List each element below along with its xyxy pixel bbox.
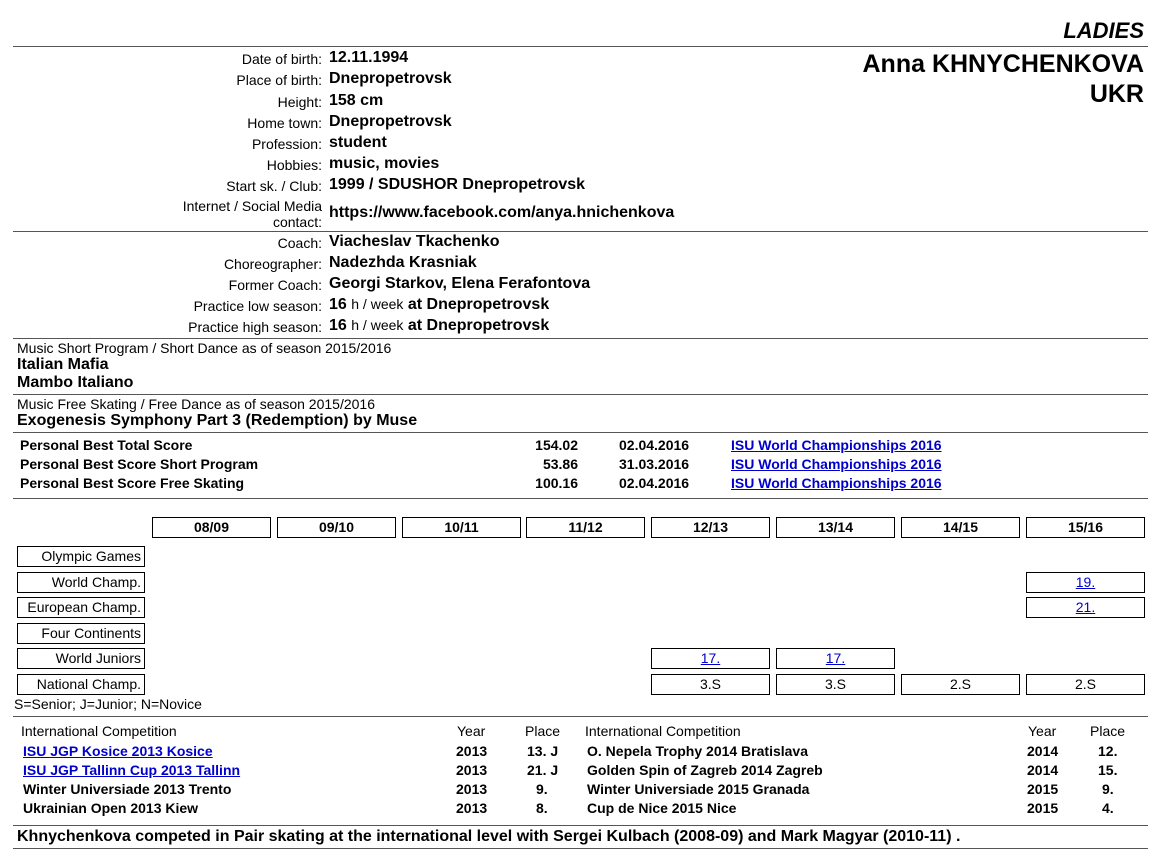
- intl-header-competition: International Competition: [21, 723, 177, 739]
- bio-value: 12.11.1994: [329, 49, 409, 66]
- pb-label: Personal Best Score Short Program: [20, 456, 259, 472]
- former-coach-label: Former Coach:: [228, 277, 322, 293]
- result-cell[interactable]: [1026, 597, 1145, 618]
- event-name: National Champ.: [36, 676, 141, 692]
- season-header: 09/10: [277, 517, 396, 538]
- pb-score: 53.86: [542, 456, 578, 472]
- result-link[interactable]: 21.: [1075, 599, 1096, 615]
- result-link[interactable]: 17.: [825, 650, 846, 666]
- competition-name: Winter Universiade 2013 Trento: [23, 781, 232, 797]
- result-cell: 3.S: [776, 674, 895, 695]
- practice-place: at Dnepropetrovsk: [407, 296, 550, 313]
- competition-place: 9.: [536, 781, 548, 797]
- divider: [13, 394, 1148, 395]
- divider: [13, 432, 1148, 433]
- pb-event-link[interactable]: ISU World Championships 2016: [731, 475, 942, 491]
- competition-place: 12.: [1098, 743, 1118, 759]
- bio-label: Height:: [277, 94, 322, 110]
- bio-value: Dnepropetrovsk: [329, 70, 452, 87]
- event-label-four-continents: [17, 623, 145, 644]
- event-name: European Champ.: [27, 599, 141, 615]
- pb-date: 31.03.2016: [619, 456, 690, 472]
- bio-label: Hobbies:: [266, 157, 322, 173]
- practice-unit: h / week: [351, 296, 404, 312]
- divider: [13, 498, 1148, 499]
- event-label-olympic-games: [17, 546, 145, 567]
- partner-note: Khnychenkova competed in Pair skating at the international level with Sergei Kulbach (2008-09) and Mark Magyar (2010-11) .: [17, 828, 961, 845]
- category-title: LADIES: [1063, 18, 1144, 43]
- practice-high-label: Practice high season:: [188, 319, 322, 335]
- event-name: World Juniors: [55, 650, 141, 666]
- event-name: Olympic Games: [41, 548, 141, 564]
- athlete-name: Anna KHNYCHENKOVA: [862, 50, 1144, 78]
- competition-year: 2014: [1027, 743, 1059, 759]
- pb-score: 100.16: [535, 475, 578, 491]
- season-header: 15/16: [1026, 517, 1145, 538]
- competition-name: Golden Spin of Zagreb 2014 Zagreb: [587, 762, 823, 778]
- practice-unit: h / week: [351, 317, 404, 333]
- competition-year: 2013: [456, 762, 488, 778]
- season-header: 13/14: [776, 517, 895, 538]
- internet-value: https://www.facebook.com/anya.hnichenkova: [329, 204, 675, 221]
- pb-score: 154.02: [535, 437, 578, 453]
- coach-value: Viacheslav Tkachenko: [329, 233, 500, 250]
- legend: S=Senior; J=Junior; N=Novice: [14, 696, 202, 712]
- competition-name: Cup de Nice 2015 Nice: [587, 800, 737, 816]
- competition-name: O. Nepela Trophy 2014 Bratislava: [587, 743, 808, 759]
- result-link[interactable]: 19.: [1075, 574, 1096, 590]
- practice-high-value: [329, 317, 549, 335]
- divider: [13, 46, 1148, 47]
- event-name: World Champ.: [51, 574, 141, 590]
- intl-header-year: Year: [457, 723, 486, 739]
- practice-hours: 16: [329, 317, 347, 334]
- competition-year: 2015: [1027, 800, 1059, 816]
- bio-value: music, movies: [329, 155, 440, 172]
- former-coach-value: Georgi Starkov, Elena Ferafontova: [329, 275, 591, 292]
- practice-low-label: Practice low season:: [193, 298, 322, 314]
- season-header: 08/09: [152, 517, 271, 538]
- result-cell[interactable]: [1026, 572, 1145, 593]
- pb-date: 02.04.2016: [619, 475, 690, 491]
- bio-label: Date of birth:: [241, 51, 322, 67]
- competition-name: Ukrainian Open 2013 Kiew: [23, 800, 199, 816]
- practice-hours: 16: [329, 296, 347, 313]
- bio-value: student: [329, 134, 387, 151]
- result-cell[interactable]: [651, 648, 770, 669]
- competition-place: 21. J: [527, 762, 559, 778]
- intl-header-year: Year: [1028, 723, 1057, 739]
- pb-label: Personal Best Score Free Skating: [20, 475, 245, 491]
- internet-label-line1: Internet / Social Media: [182, 198, 322, 214]
- bio-label: Profession:: [251, 136, 322, 152]
- choreographer-value: Nadezhda Krasniak: [329, 254, 477, 271]
- season-header: 12/13: [651, 517, 770, 538]
- bio-label: Place of birth:: [236, 72, 322, 88]
- competition-place: 15.: [1098, 762, 1118, 778]
- result-link[interactable]: 17.: [700, 650, 721, 666]
- divider: [13, 825, 1148, 826]
- music-short-title: Mambo Italiano: [17, 374, 134, 391]
- athlete-nation: UKR: [1089, 80, 1144, 108]
- music-free-title: Exogenesis Symphony Part 3 (Redemption) by Muse: [17, 412, 418, 429]
- competition-link[interactable]: ISU JGP Kosice 2013 Kosice: [23, 743, 213, 759]
- season-header: 14/15: [901, 517, 1020, 538]
- music-short-heading: Music Short Program / Short Dance as of season 2015/2016: [17, 340, 392, 356]
- intl-header-place: Place: [525, 723, 561, 739]
- competition-place: 4.: [1102, 800, 1114, 816]
- pb-label: Personal Best Total Score: [20, 437, 193, 453]
- event-name: Four Continents: [41, 625, 141, 641]
- coach-label: Coach:: [277, 235, 322, 251]
- music-free-heading: Music Free Skating / Free Dance as of season 2015/2016: [17, 396, 375, 412]
- practice-place: at Dnepropetrovsk: [407, 317, 550, 334]
- intl-header-competition: International Competition: [585, 723, 741, 739]
- practice-low-value: [329, 296, 549, 314]
- pb-date: 02.04.2016: [619, 437, 690, 453]
- competition-year: 2014: [1027, 762, 1059, 778]
- competition-name: Winter Universiade 2015 Granada: [587, 781, 810, 797]
- pb-event-link[interactable]: ISU World Championships 2016: [731, 456, 942, 472]
- bio-label: Start sk. / Club:: [226, 178, 322, 194]
- competition-year: 2013: [456, 781, 488, 797]
- divider: [13, 716, 1148, 717]
- divider: [13, 338, 1148, 339]
- competition-place: 13. J: [527, 743, 559, 759]
- event-label-european-champ: [17, 597, 145, 618]
- choreographer-label: Choreographer:: [223, 256, 322, 272]
- competition-link[interactable]: ISU JGP Tallinn Cup 2013 Tallinn: [23, 762, 241, 778]
- divider: [13, 231, 1148, 232]
- result-cell: 3.S: [651, 674, 770, 695]
- result-cell: 2.S: [1026, 674, 1145, 695]
- divider: [13, 848, 1148, 849]
- bio-label: Home town:: [247, 115, 322, 131]
- event-label-national-champ: [17, 674, 145, 695]
- bio-value: 1999 / SDUSHOR Dnepropetrovsk: [329, 176, 586, 193]
- event-label-world-juniors: [17, 648, 145, 669]
- competition-year: 2013: [456, 743, 488, 759]
- internet-label-line2: contact:: [272, 214, 322, 230]
- intl-header-place: Place: [1090, 723, 1126, 739]
- competition-year: 2013: [456, 800, 488, 816]
- result-cell: 2.S: [901, 674, 1020, 695]
- music-short-title: Italian Mafia: [17, 356, 109, 373]
- pb-event-link[interactable]: ISU World Championships 2016: [731, 437, 942, 453]
- result-cell[interactable]: [776, 648, 895, 669]
- bio-value: Dnepropetrovsk: [329, 113, 452, 130]
- event-label-world-champ: [17, 572, 145, 593]
- competition-place: 9.: [1102, 781, 1114, 797]
- season-header: 11/12: [526, 517, 645, 538]
- bio-value: 158 cm: [329, 92, 384, 109]
- competition-year: 2015: [1027, 781, 1059, 797]
- competition-place: 8.: [536, 800, 548, 816]
- season-header: 10/11: [402, 517, 521, 538]
